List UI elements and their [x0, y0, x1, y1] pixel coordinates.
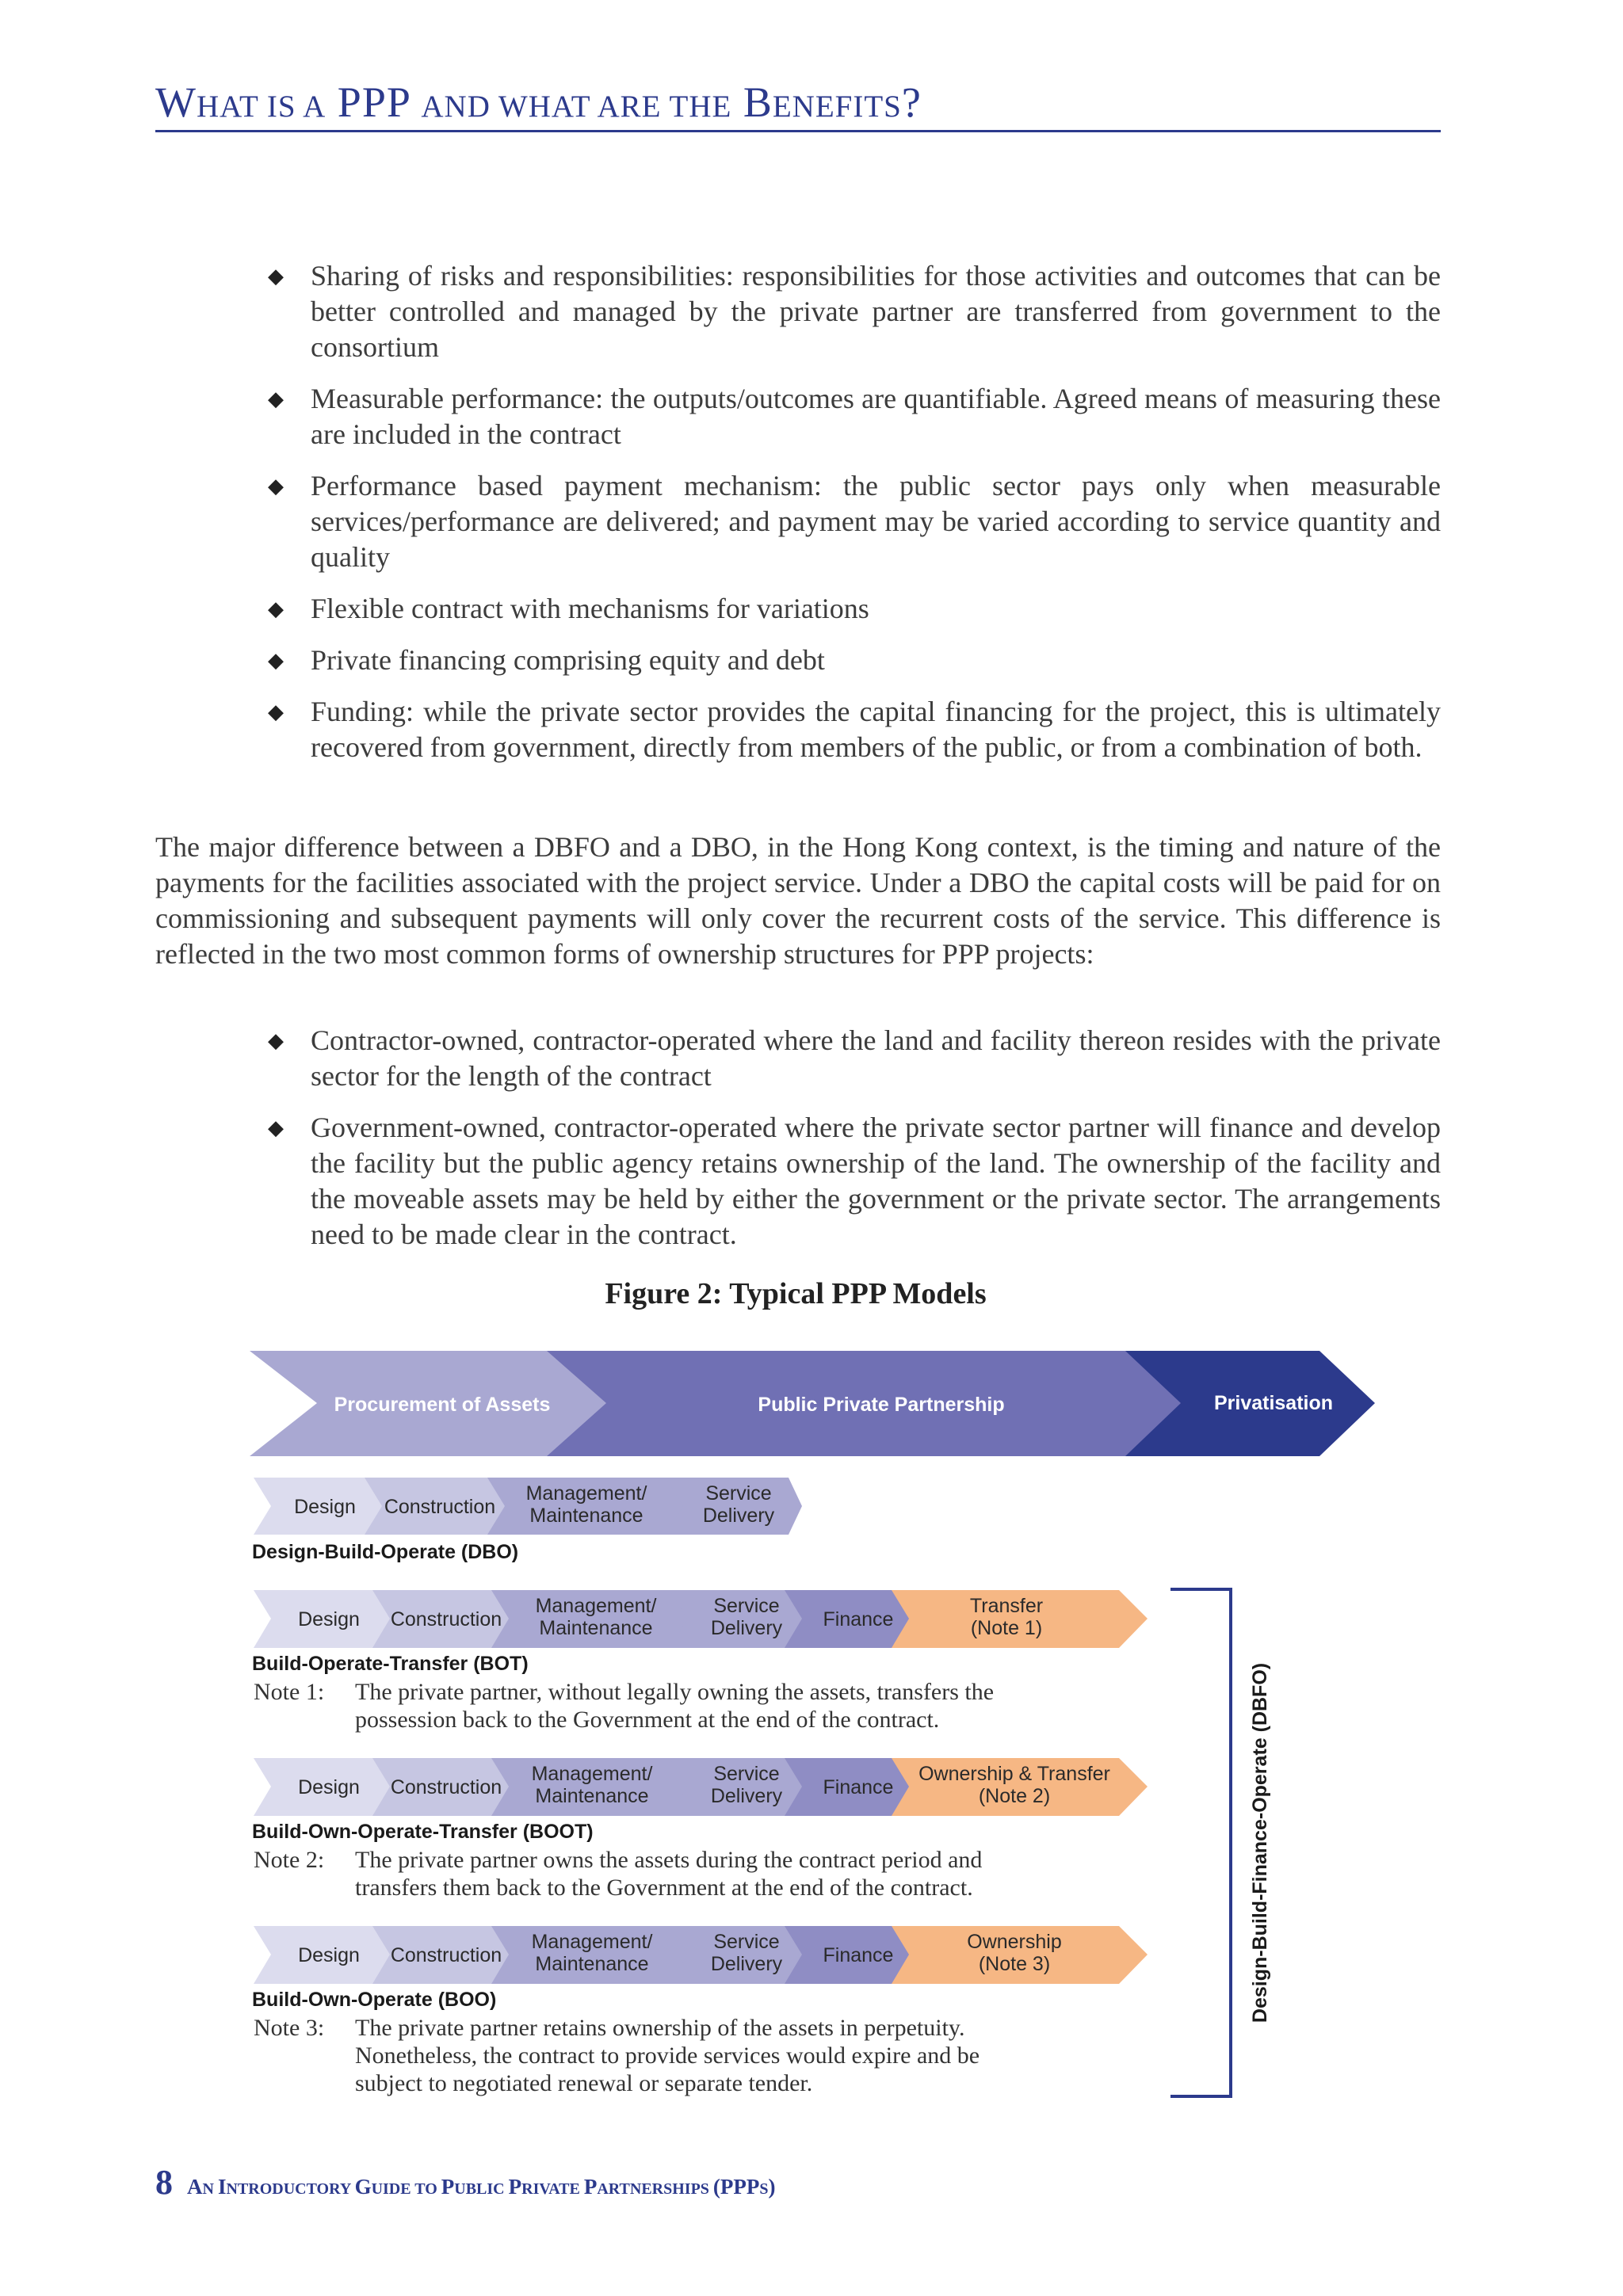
note-3: Note 3: The private partner retains ownership of the assets in perpetuity. Nonetheless, the contract to provide services would expire and be subject to negotiated renewal or separate tender. [254, 2015, 980, 2096]
step-service-label: Service [705, 1482, 772, 1505]
step-service-label: Delivery [710, 1953, 783, 1975]
step-service-label: Delivery [702, 1505, 775, 1527]
diamond-bullet-icon: ◆ [268, 700, 284, 723]
model-name-boot: Build-Own-Operate-Transfer (BOOT) [252, 1821, 594, 1843]
step-design-label: Design [298, 1776, 360, 1798]
step-finance-label: Finance [823, 1608, 894, 1630]
model-name-boo: Build-Own-Operate (BOO) [252, 1989, 497, 2011]
step-construction-label: Construction [390, 1776, 502, 1798]
list-item: ◆ Government-owned, contractor-operated where the private sector partner will finance and develop the facility but the public agency retains ownership of the land. The ownership of the facility and the moveable assets may be held by either the government or the private sector. The arrangements need to be made clear in the contract. [268, 1112, 1441, 1250]
step-ownership-label: Ownership [967, 1931, 1062, 1953]
step-finance-label: Finance [823, 1776, 894, 1798]
step-management-label: Management/ [525, 1482, 647, 1505]
diamond-bullet-icon: ◆ [268, 265, 284, 288]
model-name-bot: Build-Operate-Transfer (BOT) [252, 1653, 529, 1675]
step-management-label: Management/ [531, 1763, 653, 1785]
step-service-label: Service [713, 1931, 780, 1953]
diamond-bullet-icon: ◆ [268, 1116, 284, 1139]
dbfo-bracket-label: Design-Build-Finance-Operate (DBFO) [1249, 1662, 1271, 2023]
step-design-label: Design [298, 1944, 360, 1966]
step-ownership-transfer-label: (Note 2) [978, 1785, 1051, 1807]
guide-title-part: (PPP [712, 2175, 760, 2199]
dbfo-bracket [1170, 1589, 1231, 2096]
step-management-label: Maintenance [529, 1505, 643, 1527]
guide-title [187, 2175, 776, 2199]
diamond-bullet-icon: ◆ [268, 387, 284, 410]
guide-title-part: RIVATE [521, 2180, 584, 2198]
guide-title-part: ) [768, 2175, 776, 2199]
list-item: ◆ Funding: while the private sector provides the capital financing for the project, this is ultimately recovered from government, directly from members of the public, or from a combination of both. [268, 696, 1441, 763]
body-paragraph: The major difference between a DBFO and a DBO, in the Hong Kong context, is the timing and nature of the payments for the facilities associated with the project service. Under a DBO the capital costs will be paid for on commissioning and subsequent payments will only cover the recurrent costs of the service. This difference is reflected in the two most common forms of ownership structures for PPP projects: [155, 831, 1441, 970]
model-name-dbo: Design-Build-Operate (DBO) [252, 1541, 519, 1563]
band-procurement-label: Procurement of Assets [334, 1394, 551, 1416]
step-management-label: Management/ [535, 1595, 657, 1617]
step-service-label: Delivery [710, 1785, 783, 1807]
page-title: WHAT IS A PPP AND WHAT ARE THE BENEFITS? [155, 78, 922, 126]
step-construction-label: Construction [390, 1608, 502, 1630]
list-item: ◆ Contractor-owned, contractor-operated where the land and facility thereon resides with the private sector for the length of the contract [268, 1024, 1441, 1092]
step-construction-label: Construction [384, 1496, 496, 1518]
step-ownership-transfer-label: Ownership & Transfer [918, 1763, 1110, 1785]
list-item: ◆ Sharing of risks and responsibilities: responsibilities for those activities and outcomes that can be better controlled and managed by the private partner are transferred from government to the consortium [268, 260, 1441, 363]
step-service-label: Service [713, 1763, 780, 1785]
band-privatisation-label: Privatisation [1213, 1392, 1334, 1414]
guide-title-part: ARTNERSHIPS [597, 2180, 713, 2198]
guide-title-part: G [354, 2175, 372, 2199]
guide-title-part: P [583, 2175, 598, 2199]
guide-title-part: S [759, 2180, 769, 2198]
note-1: Note 1: The private partner, without legally owning the assets, transfers the possession back to the Government at the end of the contract. [254, 1679, 995, 1733]
guide-title-part: NTRODUCTORY [226, 2180, 355, 2198]
list-item: ◆ Private financing comprising equity and debt [266, 643, 1441, 678]
step-management-label: Maintenance [535, 1953, 649, 1975]
list-item: ◆ Measurable performance: the outputs/outcomes are quantifiable. Agreed means of measuring these are included in the contract [268, 383, 1441, 450]
page-footer [155, 2162, 776, 2203]
guide-title-part: UBLIC [454, 2180, 509, 2198]
step-design-label: Design [298, 1608, 360, 1630]
step-design-label: Design [294, 1496, 356, 1518]
list-item: ◆ Flexible contract with mechanisms for variations [266, 591, 1441, 627]
guide-title-part: N [202, 2180, 218, 2198]
guide-title-part: P [441, 2175, 455, 2199]
guide-title-part: A [187, 2175, 203, 2199]
step-transfer-label: (Note 1) [970, 1617, 1043, 1639]
note-2: Note 2: The private partner owns the assets during the contract period and transfers them back to the Government at the end of the contract. [254, 1847, 983, 1901]
figure-title: Figure 2: Typical PPP Models [605, 1277, 987, 1310]
step-finance-label: Finance [823, 1944, 894, 1966]
guide-title-part: I [217, 2175, 227, 2199]
diamond-bullet-icon: ◆ [268, 1029, 284, 1052]
diamond-bullet-icon: ◆ [268, 649, 284, 672]
guide-title-part: UIDE TO [371, 2180, 441, 2198]
step-management-label: Management/ [531, 1931, 653, 1953]
band-ppp-label: Public Private Partnership [758, 1394, 1005, 1416]
diamond-bullet-icon: ◆ [268, 597, 284, 620]
step-management-label: Maintenance [539, 1617, 653, 1639]
step-service-label: Delivery [710, 1617, 783, 1639]
step-construction-label: Construction [390, 1944, 502, 1966]
step-transfer-label: Transfer [969, 1595, 1044, 1617]
guide-title-part: P [508, 2175, 522, 2199]
step-service-label: Service [713, 1595, 780, 1617]
list-item: ◆ Performance based payment mechanism: the public sector pays only when measurable services/performance are delivered; and payment may be varied according to service quantity and quality [268, 470, 1441, 573]
step-ownership-label: (Note 3) [978, 1953, 1051, 1975]
diamond-bullet-icon: ◆ [268, 475, 284, 498]
page-number: 8 [155, 2163, 173, 2202]
step-management-label: Maintenance [535, 1785, 649, 1807]
